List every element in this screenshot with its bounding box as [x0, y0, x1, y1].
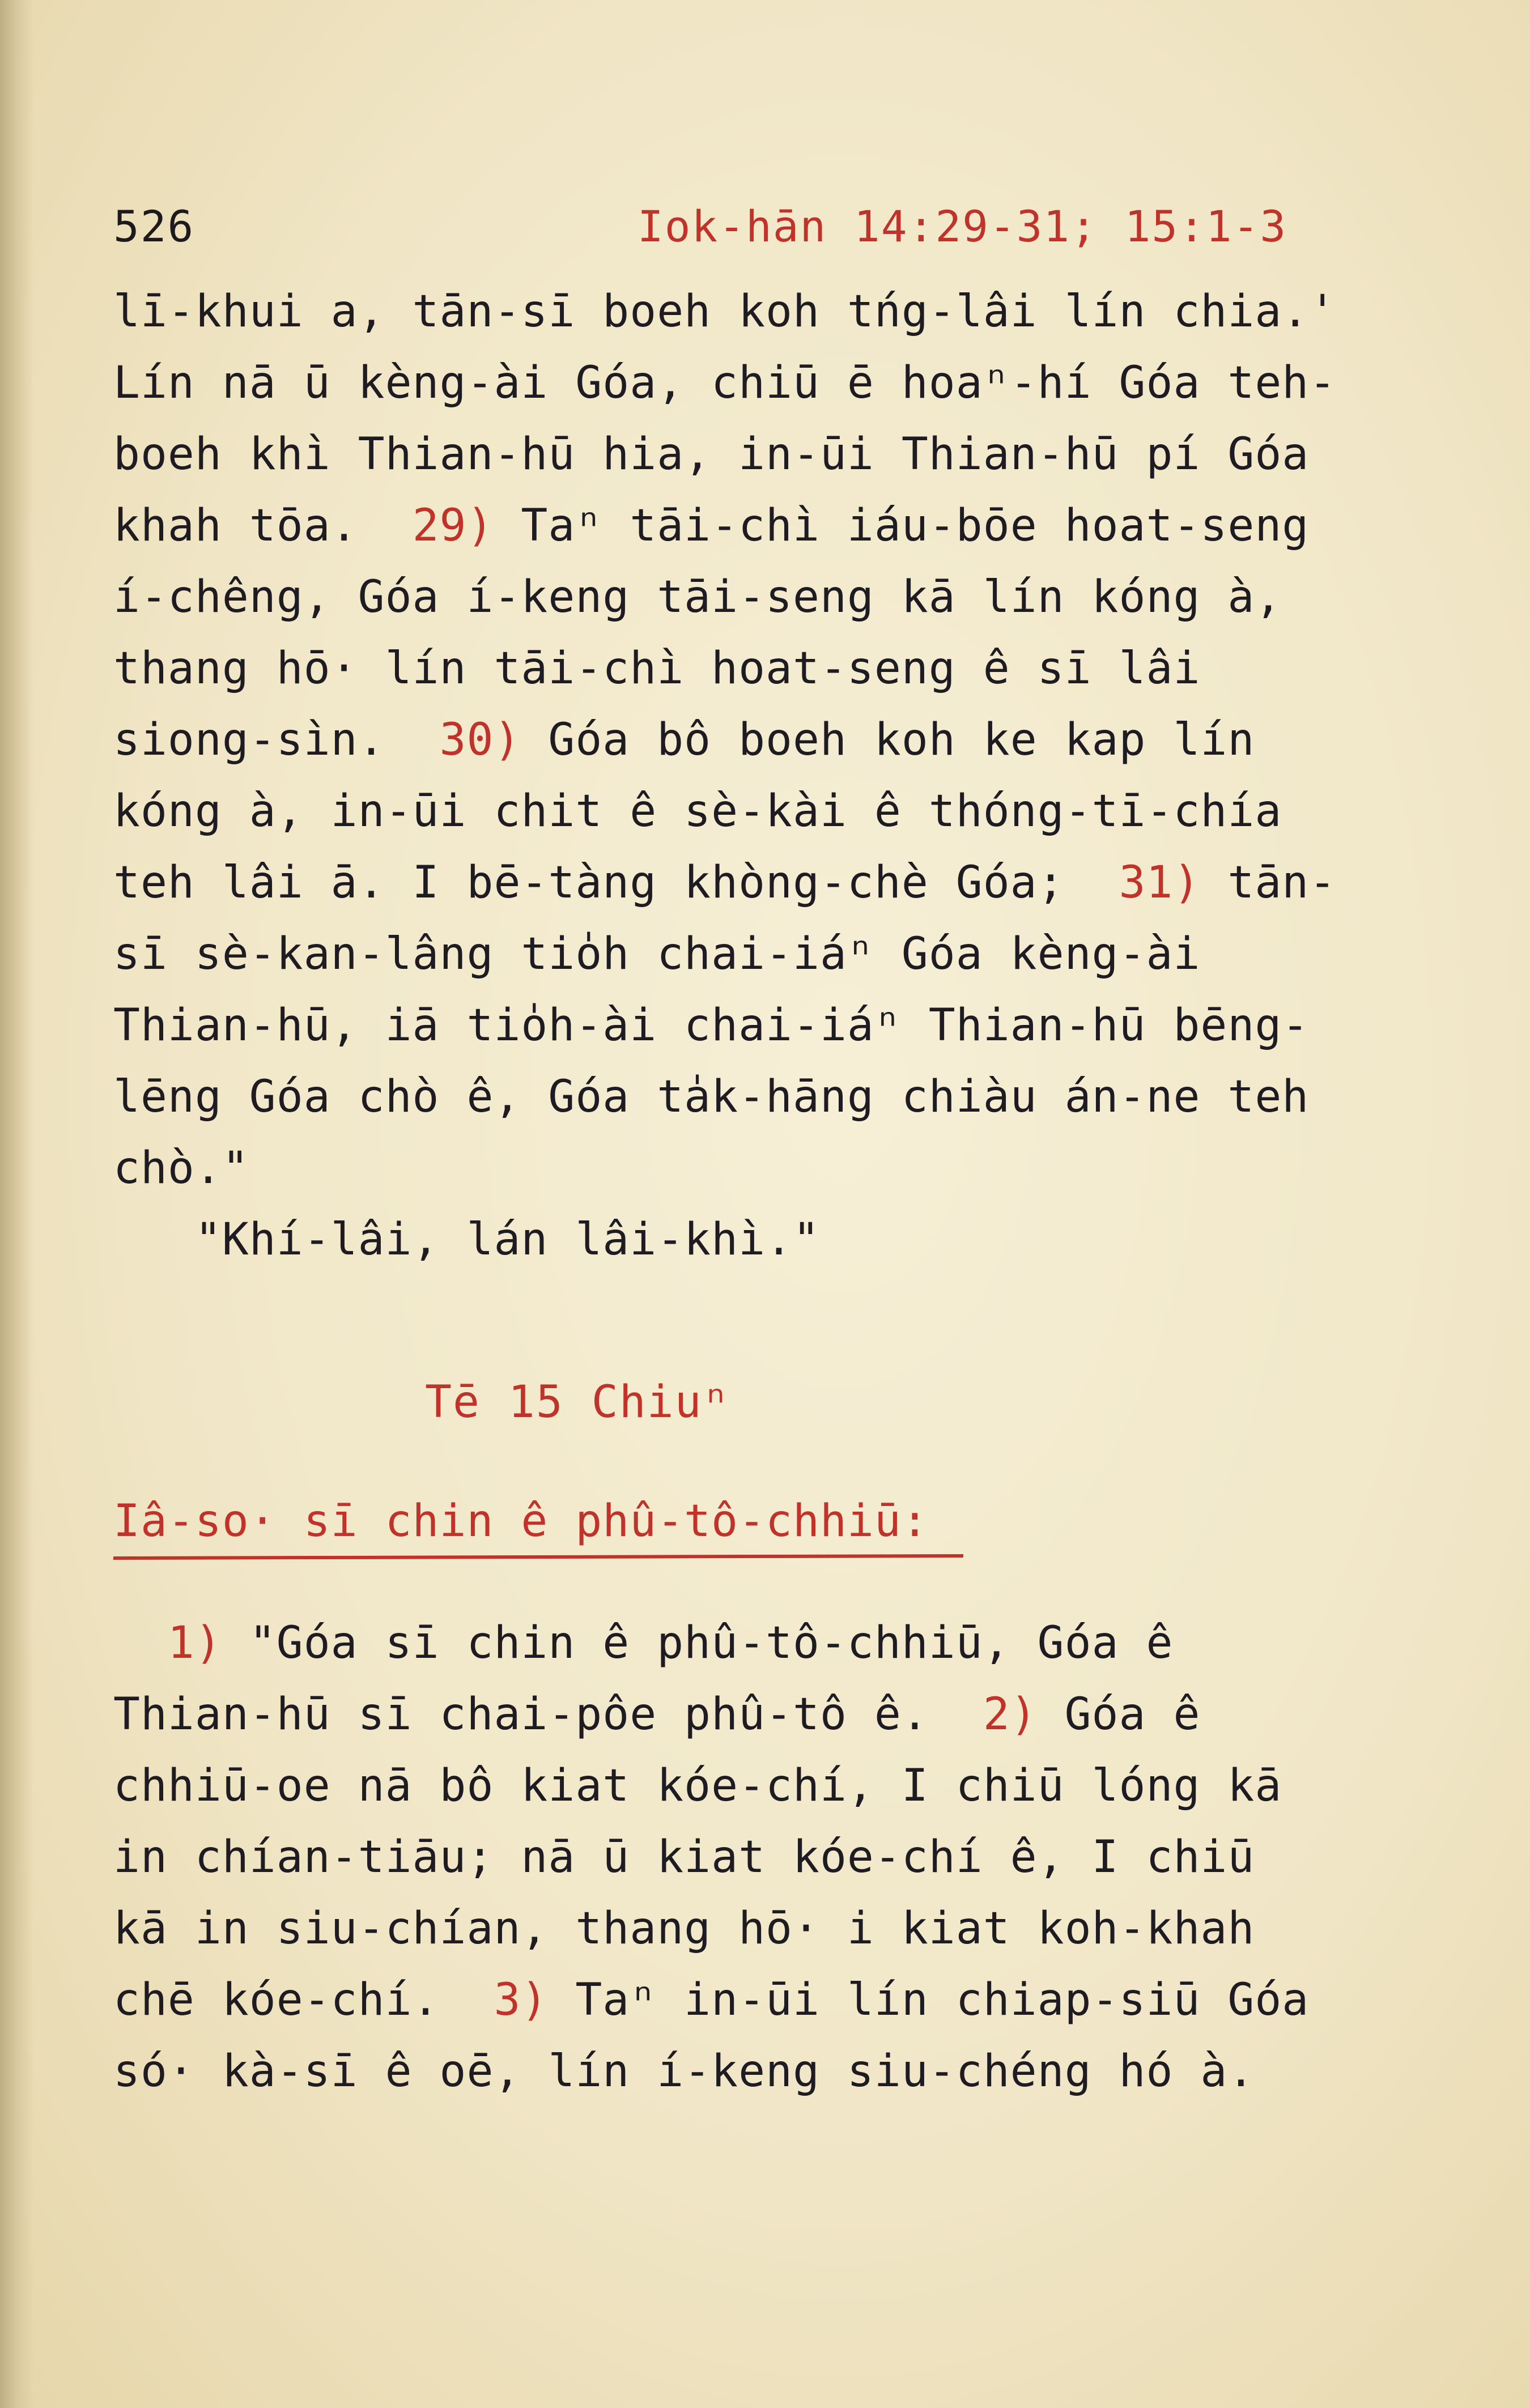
verse-number: 30)	[439, 714, 521, 765]
text-segment: teh lâi ā. I bē-tàng khòng-chè Góa;	[113, 857, 1119, 908]
text-segment: só· kà-sī ê oē, lín í-keng siu-chéng hó à.	[113, 2046, 1255, 2097]
text-segment: sī sè-kan-lâng tio̍h chai-iáⁿ Góa kèng-ài	[113, 929, 1201, 980]
verse-number: 29)	[412, 500, 494, 551]
text-segment: í-chêng, Góa í-keng tāi-seng kā lín kóng à,	[113, 572, 1282, 623]
text-segment: chē kóe-chí.	[113, 1975, 494, 2026]
text-segment: "Góa sī chin ê phû-tô-chhiū, Góa ê	[222, 1618, 1174, 1669]
section-heading: Iâ-so· sī chin ê phû-tô-chhiū:	[113, 1496, 929, 1547]
chapter-reference: Iok-hān 14:29-31; 15:1-3	[638, 201, 1287, 252]
text-line	[113, 1618, 1173, 1669]
text-segment: chhiū-oe nā bô kiat kóe-chí, I chiū lóng kā	[113, 1760, 1282, 1811]
text-line	[113, 714, 1255, 765]
text-segment: Thian-hū sī chai-pôe phû-tô ê.	[113, 1689, 983, 1740]
text-line	[113, 572, 1282, 623]
text-line	[113, 857, 1336, 908]
text-segment: khah tōa.	[113, 500, 413, 551]
text-line	[113, 1143, 249, 1194]
text-segment: tān-	[1200, 857, 1337, 908]
text-segment: in chían-tiāu; nā ū kiat kóe-chí ê, I chiū	[113, 1832, 1255, 1883]
chapter-heading: Tē 15 Chiuⁿ	[425, 1377, 730, 1428]
text-segment: kā in siu-chían, thang hō· i kiat koh-khah	[113, 1903, 1255, 1954]
text-segment: "Khí-lâi, lán lâi-khì."	[113, 1214, 820, 1265]
verse-number: 3)	[494, 1975, 549, 2026]
verse-number: 1)	[167, 1618, 222, 1669]
text-segment: lēng Góa chò ê, Góa ta̍k-hāng chiàu án-ne teh	[113, 1071, 1310, 1122]
text-segment: lī-khui a, tān-sī boeh koh tńg-lâi lín chia.'	[113, 286, 1337, 337]
text-segment: boeh khì Thian-hū hia, in-ūi Thian-hū pí Góa	[113, 429, 1310, 480]
text-segment: Taⁿ tāi-chì iáu-bōe hoat-seng	[494, 500, 1310, 551]
text-line	[113, 2046, 1255, 2097]
text-line	[113, 1071, 1309, 1122]
text-line	[113, 1214, 820, 1265]
text-segment: Góa bô boeh koh ke kap lín	[521, 714, 1255, 765]
page-number: 526	[113, 201, 195, 252]
text-segment: kóng à, in-ūi chit ê sè-kài ê thóng-tī-chía	[113, 786, 1282, 837]
text-line	[113, 1975, 1309, 2026]
text-line	[113, 1760, 1282, 1811]
text-segment: thang hō· lín tāi-chì hoat-seng ê sī lâi	[113, 643, 1201, 694]
text-line	[113, 929, 1200, 980]
text-line	[113, 1000, 1309, 1051]
text-line	[113, 500, 1309, 551]
running-head	[113, 201, 1332, 258]
page-binding-shadow	[0, 0, 34, 2408]
text-segment: Taⁿ in-ūi lín chiap-siū Góa	[548, 1975, 1310, 2026]
verse-number: 31)	[1119, 857, 1201, 908]
text-segment: Góa ê	[1037, 1689, 1201, 1740]
text-segment: siong-sìn.	[113, 714, 440, 765]
text-line	[113, 358, 1336, 409]
text-segment: Thian-hū, iā tio̍h-ài chai-iáⁿ Thian-hū bēng-	[113, 1000, 1310, 1051]
text-line	[113, 643, 1200, 694]
text-line	[113, 1832, 1255, 1883]
verse-number: 2)	[983, 1689, 1038, 1740]
section-heading-underline	[113, 1554, 963, 1560]
text-segment: chò."	[113, 1143, 249, 1194]
text-line	[113, 1689, 1200, 1740]
text-segment: Lín nā ū kèng-ài Góa, chiū ē hoaⁿ-hí Góa teh-	[113, 358, 1337, 409]
text-line	[113, 429, 1309, 480]
text-line	[113, 786, 1282, 837]
text-line	[113, 286, 1336, 337]
text-line	[113, 1903, 1255, 1954]
text-segment	[113, 1618, 168, 1669]
